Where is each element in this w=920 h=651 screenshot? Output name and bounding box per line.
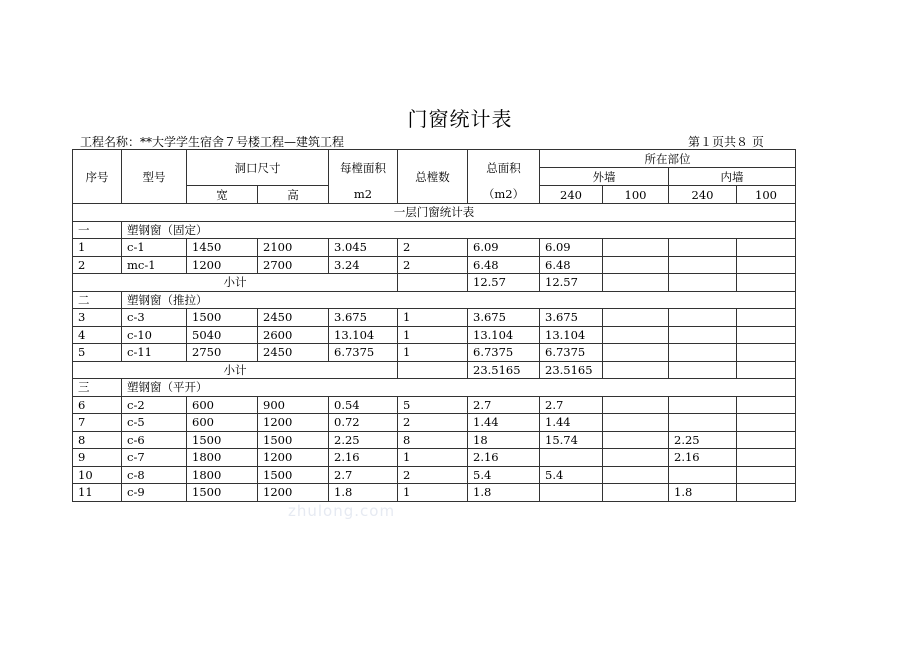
ext-240-cell: 6.7375 — [540, 344, 603, 362]
header-total-area: 总面积 — [468, 150, 540, 186]
subtotal-count-cell — [398, 361, 468, 379]
ext-100-cell — [603, 396, 669, 414]
ext-100-cell — [603, 466, 669, 484]
count-cell: 1 — [398, 344, 468, 362]
seq-cell: 10 — [73, 466, 122, 484]
int-100-cell — [737, 414, 796, 432]
watermark: zhulong.com — [288, 502, 396, 520]
subtotal-row — [73, 274, 796, 292]
ext-100-cell — [603, 414, 669, 432]
ext-100-cell — [603, 239, 669, 257]
subtotal-ext-100 — [603, 274, 669, 292]
int-240-cell — [669, 239, 737, 257]
table-row — [73, 449, 796, 467]
header-total-area-unit: （m2） — [468, 186, 540, 204]
height-cell: 2450 — [258, 309, 329, 327]
subtotal-ext-240: 23.5165 — [540, 361, 603, 379]
count-cell: 2 — [398, 414, 468, 432]
height-cell: 1200 — [258, 449, 329, 467]
floor-title-row — [73, 204, 796, 222]
int-100-cell — [737, 396, 796, 414]
count-cell: 8 — [398, 431, 468, 449]
height-cell: 2450 — [258, 344, 329, 362]
seq-cell: 7 — [73, 414, 122, 432]
int-100-cell — [737, 431, 796, 449]
header-seq: 序号 — [73, 150, 122, 204]
int-100-cell — [737, 466, 796, 484]
group-row — [73, 221, 796, 239]
count-cell: 1 — [398, 484, 468, 502]
total-area-cell: 1.44 — [468, 414, 540, 432]
area-each-cell: 2.16 — [329, 449, 398, 467]
int-240-cell: 2.25 — [669, 431, 737, 449]
int-100-cell — [737, 309, 796, 327]
header-height: 高 — [258, 186, 329, 204]
total-area-cell: 13.104 — [468, 326, 540, 344]
int-100-cell — [737, 256, 796, 274]
model-cell: c-10 — [122, 326, 187, 344]
ext-240-cell: 6.48 — [540, 256, 603, 274]
seq-cell: 3 — [73, 309, 122, 327]
width-cell: 1200 — [187, 256, 258, 274]
int-240-cell — [669, 344, 737, 362]
subtotal-ext-240: 12.57 — [540, 274, 603, 292]
height-cell: 2700 — [258, 256, 329, 274]
header-area-each: 每樘面积 — [329, 150, 398, 186]
total-area-cell: 5.4 — [468, 466, 540, 484]
int-100-cell — [737, 484, 796, 502]
floor-title: 一层门窗统计表 — [73, 204, 796, 222]
subtotal-int-240 — [669, 361, 737, 379]
header-exterior-wall: 外墙 — [540, 168, 669, 186]
height-cell: 2600 — [258, 326, 329, 344]
group-name: 塑钢窗（推拉） — [122, 291, 796, 309]
int-100-cell — [737, 326, 796, 344]
subtotal-int-240 — [669, 274, 737, 292]
area-each-cell: 2.7 — [329, 466, 398, 484]
area-each-cell: 2.25 — [329, 431, 398, 449]
model-cell: c-6 — [122, 431, 187, 449]
subtotal-total-area: 12.57 — [468, 274, 540, 292]
count-cell: 2 — [398, 466, 468, 484]
int-240-cell — [669, 326, 737, 344]
header-int-100: 100 — [737, 186, 796, 204]
ext-240-cell: 1.44 — [540, 414, 603, 432]
total-area-cell: 6.09 — [468, 239, 540, 257]
int-240-cell — [669, 414, 737, 432]
height-cell: 1500 — [258, 466, 329, 484]
model-cell: c-11 — [122, 344, 187, 362]
table-row — [73, 239, 796, 257]
area-each-cell: 3.24 — [329, 256, 398, 274]
count-cell: 1 — [398, 449, 468, 467]
area-each-cell: 3.045 — [329, 239, 398, 257]
width-cell: 1500 — [187, 309, 258, 327]
table-row — [73, 344, 796, 362]
area-each-cell: 1.8 — [329, 484, 398, 502]
int-240-cell — [669, 309, 737, 327]
group-index: 二 — [73, 291, 122, 309]
width-cell: 600 — [187, 414, 258, 432]
width-cell: 1800 — [187, 449, 258, 467]
count-cell: 2 — [398, 239, 468, 257]
model-cell: mc-1 — [122, 256, 187, 274]
subtotal-total-area: 23.5165 — [468, 361, 540, 379]
group-name: 塑钢窗（固定） — [122, 221, 796, 239]
page-number: 第１页共８ 页 — [688, 135, 764, 149]
ext-100-cell — [603, 256, 669, 274]
table-row — [73, 396, 796, 414]
ext-100-cell — [603, 309, 669, 327]
ext-240-cell: 15.74 — [540, 431, 603, 449]
ext-100-cell — [603, 484, 669, 502]
subtotal-ext-100 — [603, 361, 669, 379]
seq-cell: 4 — [73, 326, 122, 344]
int-100-cell — [737, 449, 796, 467]
int-100-cell — [737, 239, 796, 257]
header-location: 所在部位 — [540, 150, 796, 168]
subtotal-count-cell — [398, 274, 468, 292]
table-row — [73, 256, 796, 274]
area-each-cell: 6.7375 — [329, 344, 398, 362]
int-240-cell — [669, 256, 737, 274]
model-cell: c-2 — [122, 396, 187, 414]
header-width: 宽 — [187, 186, 258, 204]
area-each-cell: 3.675 — [329, 309, 398, 327]
count-cell: 5 — [398, 396, 468, 414]
header-int-240: 240 — [669, 186, 737, 204]
width-cell: 1800 — [187, 466, 258, 484]
ext-240-cell: 3.675 — [540, 309, 603, 327]
width-cell: 2750 — [187, 344, 258, 362]
header-total-count: 总樘数 — [398, 150, 468, 204]
ext-240-cell: 6.09 — [540, 239, 603, 257]
total-area-cell: 6.48 — [468, 256, 540, 274]
height-cell: 2100 — [258, 239, 329, 257]
area-each-cell: 0.72 — [329, 414, 398, 432]
model-cell: c-7 — [122, 449, 187, 467]
total-area-cell: 2.7 — [468, 396, 540, 414]
model-cell: c-5 — [122, 414, 187, 432]
table-row — [73, 414, 796, 432]
height-cell: 900 — [258, 396, 329, 414]
height-cell: 1500 — [258, 431, 329, 449]
table-row — [73, 309, 796, 327]
header-ext-240: 240 — [540, 186, 603, 204]
model-cell: c-3 — [122, 309, 187, 327]
width-cell: 1500 — [187, 484, 258, 502]
model-cell: c-8 — [122, 466, 187, 484]
seq-cell: 8 — [73, 431, 122, 449]
width-cell: 600 — [187, 396, 258, 414]
group-row — [73, 291, 796, 309]
header-area-each-unit: m2 — [329, 186, 398, 204]
seq-cell: 5 — [73, 344, 122, 362]
height-cell: 1200 — [258, 484, 329, 502]
count-cell: 2 — [398, 256, 468, 274]
header-interior-wall: 内墙 — [669, 168, 796, 186]
seq-cell: 1 — [73, 239, 122, 257]
count-cell: 1 — [398, 309, 468, 327]
ext-240-cell: 5.4 — [540, 466, 603, 484]
height-cell: 1200 — [258, 414, 329, 432]
group-row — [73, 379, 796, 397]
total-area-cell: 2.16 — [468, 449, 540, 467]
seq-cell: 2 — [73, 256, 122, 274]
header-opening-size: 洞口尺寸 — [187, 150, 329, 186]
ext-100-cell — [603, 431, 669, 449]
width-cell: 5040 — [187, 326, 258, 344]
width-cell: 1450 — [187, 239, 258, 257]
model-cell: c-9 — [122, 484, 187, 502]
int-240-cell — [669, 396, 737, 414]
subtotal-int-100 — [737, 274, 796, 292]
int-240-cell — [669, 466, 737, 484]
group-name: 塑钢窗（平开） — [122, 379, 796, 397]
ext-100-cell — [603, 326, 669, 344]
subtotal-int-100 — [737, 361, 796, 379]
subtotal-label: 小计 — [73, 274, 398, 292]
table-row — [73, 431, 796, 449]
group-index: 三 — [73, 379, 122, 397]
header-model: 型号 — [122, 150, 187, 204]
ext-240-cell — [540, 484, 603, 502]
ext-240-cell: 2.7 — [540, 396, 603, 414]
ext-100-cell — [603, 344, 669, 362]
header-row-1 — [73, 150, 796, 168]
table-row — [73, 484, 796, 502]
total-area-cell: 1.8 — [468, 484, 540, 502]
ext-240-cell: 13.104 — [540, 326, 603, 344]
table-row — [73, 326, 796, 344]
seq-cell: 6 — [73, 396, 122, 414]
width-cell: 1500 — [187, 431, 258, 449]
ext-240-cell — [540, 449, 603, 467]
seq-cell: 11 — [73, 484, 122, 502]
table-row — [73, 466, 796, 484]
group-index: 一 — [73, 221, 122, 239]
total-area-cell: 3.675 — [468, 309, 540, 327]
total-area-cell: 6.7375 — [468, 344, 540, 362]
count-cell: 1 — [398, 326, 468, 344]
project-name: 工程名称：**大学学生宿舍７号楼工程—建筑工程 — [80, 135, 345, 149]
area-each-cell: 0.54 — [329, 396, 398, 414]
int-100-cell — [737, 344, 796, 362]
page-title: 门窗统计表 — [407, 107, 513, 131]
door-window-table — [72, 149, 796, 502]
header-ext-100: 100 — [603, 186, 669, 204]
seq-cell: 9 — [73, 449, 122, 467]
ext-100-cell — [603, 449, 669, 467]
model-cell: c-1 — [122, 239, 187, 257]
total-area-cell: 18 — [468, 431, 540, 449]
int-240-cell: 1.8 — [669, 484, 737, 502]
subtotal-label: 小计 — [73, 361, 398, 379]
area-each-cell: 13.104 — [329, 326, 398, 344]
subtotal-row — [73, 361, 796, 379]
int-240-cell: 2.16 — [669, 449, 737, 467]
